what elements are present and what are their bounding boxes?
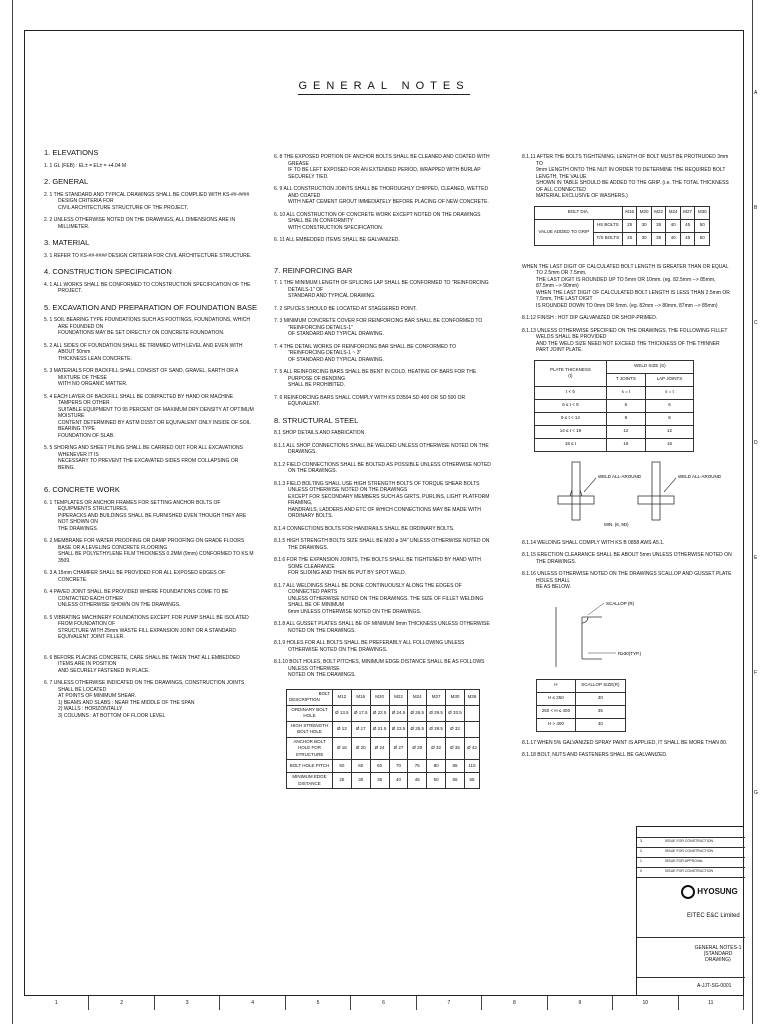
table-cell: 50 xyxy=(333,760,352,773)
note-item: 8.1 SHOP DETAILS AND FABRICATION xyxy=(274,430,365,436)
note-item: 8.1.16 UNLESS OTHERWISE NOTED ON THE DRAWINGS SCALLOP AND GUSSET PLATE HOLES SHALL BE AS BELOW. xyxy=(522,571,732,590)
table-cell: 40 xyxy=(666,232,681,245)
scallop-detail-drawing xyxy=(542,597,702,675)
note-item: 6. 11 ALL EMBEDDED ITEMS SHALL BE GALVANIZED. xyxy=(274,237,400,243)
weld-label: WELD ALL-AROUND xyxy=(678,473,722,479)
table-cell: s = t xyxy=(645,386,693,399)
scallop-label: R≥30(TYP.) xyxy=(618,650,642,656)
note-item: 7. 1 THE MINIMUM LENGTH OF SPLICING LAP SHALL BE CONFORMED TO "REINFORCING DETAILS-1" OF STANDARD AND TYPICAL DRAWING. xyxy=(274,280,489,299)
revision-text: ISSUE FOR CONSTRUCTION xyxy=(665,849,714,853)
weld-label: WELD ALL-AROUND xyxy=(598,473,642,479)
grid-col-label: 7 xyxy=(417,996,482,1010)
table-cell: Ø 24 xyxy=(370,737,389,760)
table-cell: Ø 13.5 xyxy=(333,705,352,721)
note-item: 2. 2 UNLESS OTHERWISE NOTED ON THE DRAWINGS, ALL DIMENSIONS ARE IN MILLIMETER. xyxy=(44,217,236,230)
table-cell: 35 xyxy=(575,705,625,718)
note-item: 7. 6 REINFORCING BARS SHALL COMPLY WITH KS D3504 SD 400 OR SD 500 OR EQUIVALENT. xyxy=(274,394,466,407)
frame-line-right xyxy=(752,0,753,1024)
table-cell: 35 xyxy=(651,219,666,232)
table-cell: 30 xyxy=(637,232,652,245)
table-cell: Ø 26.5 xyxy=(408,705,427,721)
table-cell: 35 xyxy=(370,773,389,789)
section-heading: 3. MATERIAL xyxy=(44,238,90,247)
table-row xyxy=(537,692,626,705)
frame-line-left xyxy=(12,0,13,1024)
grid-col-label: 8 xyxy=(482,996,547,1010)
table-row xyxy=(287,760,480,773)
table-cell: Ø 28.5 xyxy=(427,721,446,737)
revision-table xyxy=(637,827,745,879)
note-item: 6. 9 ALL CONSTRUCTION JOINTS SHALL BE THOROUGHLY CHIPPED, CLEANED, WETTED AND COATED WITH NEAT CEMENT GROUT IMMEDIATELY BEFORE PLACING OF NEW CONCRETE. xyxy=(274,186,489,205)
title-block xyxy=(636,826,744,996)
table-row xyxy=(287,773,480,789)
table-cell: 70 xyxy=(389,760,408,773)
table-row xyxy=(287,705,480,721)
table-cell: 8 xyxy=(606,412,645,425)
weld-size-table xyxy=(534,360,694,452)
table-cell: Ø 13 xyxy=(333,721,352,737)
table-cell: Ø 42 xyxy=(464,737,479,760)
row-label: ANCHOR BOLT HOLE FOR STRUCTURE xyxy=(287,737,333,760)
note-item: 8.1.7 ALL WELDINGS SHALL BE DONE CONTINUOUSLY ALONG THE EDGES OF CONNECTED PARTS UNLESS OTHERWISE NOTED ON THE DRAWINGS. THE SIZE OF FILLET WELDING SHALL BE OF MINIMUM 6mm UNLESS OTHERWISE NOTED ON THE DRAWINGS. xyxy=(274,582,484,615)
table-cell: T/S BOLTS xyxy=(593,232,622,245)
note-item: 6. 7 UNLESS OTHERWISE INDICATED ON THE DRAWINGS, CONSTRUCTION JOINTS SHALL BE LOCATED AT POINTS OF MINIMUM SHEAR. 1) BEAMS AND SLABS : NEAR THE MIDDLE OF THE SPAN 2) WALLS : HORIZONTALLY 3) COLUMNS : AT BOTTOM OF FLOOR LEVEL xyxy=(44,680,245,719)
table-cell: 50 xyxy=(695,232,710,245)
weld-detail-drawing xyxy=(534,456,734,530)
weld-min-label: MIN. (6, 9D) xyxy=(604,521,629,527)
grid-col-label: 10 xyxy=(613,996,678,1010)
table-cell: Ø 24.5 xyxy=(389,705,408,721)
table-cell: Ø 23.5 xyxy=(389,721,408,737)
table-cell: Ø 35 xyxy=(446,737,465,760)
table-cell: 75 xyxy=(408,760,427,773)
table-header: M24 xyxy=(666,206,681,219)
bolt-hole-table xyxy=(286,689,480,790)
table-cell: Ø 29.5 xyxy=(427,705,446,721)
grid-col-label: 4 xyxy=(220,996,285,1010)
table-cell: Ø 21.5 xyxy=(370,721,389,737)
note-item: 7. 5 ALL REINFORCING BARS SHALL BE BENT IN COLD. HEATING OF BARS FOR THE PURPOSE OF BENDING SHALL BE PROHIBITED. xyxy=(274,369,477,388)
table-header: SCALLOP SIZE(R) xyxy=(575,679,625,692)
table-cell: H ≤ 250 xyxy=(537,692,576,705)
revision-text: ISSUE FOR APPROVAL xyxy=(665,859,704,863)
table-cell: 25 xyxy=(622,232,637,245)
row-label: BOLT HOLE PITCH xyxy=(287,760,333,773)
grid-col-label: 11 xyxy=(679,996,744,1010)
section-heading: 6. CONCRETE WORK xyxy=(44,485,120,494)
table-cell: 25 xyxy=(333,773,352,789)
notes-column-middle xyxy=(274,154,494,789)
note-item: 8.1.12 FINISH : HOT DIP GALVANIZED OR SHOP-PRIMED. xyxy=(522,315,658,321)
note-item: 8.1.1 ALL SHOP CONNECTIONS SHALL BE WELDED UNLESS OTHERWISE NOTED ON THE DRAWINGS. xyxy=(274,442,489,455)
table-cell: 19 ≤ t xyxy=(535,438,607,451)
revision-no: 0 xyxy=(640,869,642,873)
grid-col-label: 3 xyxy=(155,996,220,1010)
table-cell: 45 xyxy=(408,773,427,789)
note-item: 6. 2 MEMBRANE FOR WATER PROOFING OR DAMP PROOFING ON GRADE FLOORS BASE OR A LEVELING CONCRETE FLOORING SHALL BE POLYETHYLENE FILM THICKNESS 0.2MM (9mm) CONFORMED TO KS M 3509. xyxy=(44,538,254,564)
table-cell: Ø 29 xyxy=(408,737,427,760)
note-item: 8.1.4 CONNECTIONS BOLTS FOR HANDRAILS SHALL BE ORDINARY BOLTS. xyxy=(274,525,455,532)
table-row xyxy=(535,399,694,412)
drawing-title: GENERAL NOTES-1 (STANDARD DRAWING) xyxy=(694,945,742,963)
note-item: 8.1.2 FIELD CONNECTIONS SHALL BE BOLTED AS POSSIBLE UNLESS OTHERWISE NOTED ON THE DRAWINGS. xyxy=(274,461,491,474)
note-item: 2. 1 THE STANDARD AND TYPICAL DRAWINGS SHALL BE COMPLIED WITH KS-##-#### DESIGN CRITERIA FOR CIVIL ARCHITECTURE STRUCTURE OF THE PROJECT. xyxy=(44,191,250,211)
note-item: 8.1.9 HOLES FOR ALL BOLTS SHALL BE PREFERABLY ALL FOLLOWING UNLESS OTHERWISE NOTED ON THE DRAWINGS. xyxy=(274,640,465,653)
grid-row-label: B xyxy=(754,205,758,211)
table-cell: 40 xyxy=(575,718,625,731)
section-heading: 5. EXCAVATION AND PREPARATION OF FOUNDATION BASE xyxy=(44,302,257,312)
table-cell: Ø 32 xyxy=(446,721,465,737)
table-header: M16 xyxy=(622,206,637,219)
section-heading: 1. ELEVATIONS xyxy=(44,148,99,157)
section-heading: 7. REINFORCING BAR xyxy=(274,265,353,275)
drawing-number: A-JJT-SG-0001 xyxy=(697,983,732,989)
bolt-col-header: M22 xyxy=(389,689,408,705)
row-label: VALUE ADDED TO GRIP xyxy=(535,219,594,245)
table-cell: Ø 25.5 xyxy=(408,721,427,737)
table-cell xyxy=(464,705,479,721)
note-item: 3. 1 REFER TO KS-##-#### DESIGN CRITERIA FOR CIVIL ARCHITECTURE STRUCTURE. xyxy=(44,252,252,259)
note-item: 8.1.15 ERECTION CLEARANCE SHALL BE ABOUT 5mm UNLESS OTHERWISE NOTED ON THE DRAWINGS. xyxy=(522,552,732,565)
note-item: 8.1.3 FIELD BOLTING SHALL USE HIGH STRENGTH BOLTS OF TORQUE SHEAR BOLTS UNLESS OTHERWISE NOTED ON THE DRAWINGS EXCEPT FOR SECONDARY MEMBERS SUCH AS GIRTS, PURLINS, LIGHT PLATFORM FRAMING, HANDRAILS, LADDERS AND ETC OF WHICH CONNECTIONS MAY BE MADE WITH ORDINARY BOLTS. xyxy=(274,480,490,519)
note-item: 8.1.14 WELDING SHALL COMPLY WITH KS B 0858 AWS A5.1. xyxy=(522,539,665,546)
notes-column-left xyxy=(44,148,257,729)
table-cell: Ø 16 xyxy=(333,737,352,760)
revision-no: 1 xyxy=(640,859,642,863)
bolt-col-header: M27 xyxy=(427,689,446,705)
grid-row-label: C xyxy=(754,320,758,326)
bolt-col-header: M24 xyxy=(408,689,427,705)
table-cell: Ø 20 xyxy=(351,737,370,760)
table-cell: 35 xyxy=(651,232,666,245)
bolt-col-header: M36 xyxy=(464,689,479,705)
table-cell: 9 ≤ t < 14 xyxy=(535,412,607,425)
note-item: 6. 8 THE EXPOSED PORTION OF ANCHOR BOLTS SHALL BE CLEANED AND COATED WITH GREASE IF TO BE LEFT EXPOSED FOR AN EXTENDED PERIOD, WRAPPED WITH BURLAP SECURELY TIED. xyxy=(274,154,490,180)
grid-reference-columns xyxy=(24,996,744,1010)
hyosung-logo-icon xyxy=(681,885,695,899)
table-cell: H > 400 xyxy=(537,718,576,731)
table-row xyxy=(535,425,694,438)
grid-row-label: D xyxy=(754,440,758,446)
note-item: 1. 1 GL (FEB) : EL± = EL± = +4.04 M xyxy=(44,162,127,169)
section-heading: 8. STRUCTURAL STEEL xyxy=(274,415,359,425)
note-item: 5. 1 SOIL BEARING TYPE FOUNDATIONS SUCH AS FOOTINGS, FOUNDATIONS, WHICH ARE FOUNDED ON FOUNDATIONS MAY BE SET DIRECTLY ON CONCRETE FOUNDATION. xyxy=(44,317,250,336)
partner-logo: EITEC E&C Limited xyxy=(687,913,740,919)
table-row xyxy=(535,219,710,232)
table-cell: 250 < H ≤ 400 xyxy=(537,705,576,718)
table-cell: 8 xyxy=(645,412,693,425)
page-title: GENERAL NOTES xyxy=(0,80,768,92)
table-cell: 60 xyxy=(351,760,370,773)
grid-col-label: 1 xyxy=(24,996,89,1010)
table-cell: 40 xyxy=(666,219,681,232)
row-label: ORDINARY BOLT HOLE xyxy=(287,705,333,721)
table-header: BOLT DIA. xyxy=(535,206,623,219)
table-cell: Ø 27 xyxy=(389,737,408,760)
table-cell: 25 xyxy=(622,219,637,232)
note-item: 6. 1 TEMPLATES OR ANCHOR FRAMES FOR SETTING ANCHOR BOLTS OF EQUIPMENTS STRUCTURES, PIPERACKS AND BUILDINGS SHALL BE FURNISHED EVEN THOUGH THEY ARE NOT SHOWN ON THE DRAWINGS. xyxy=(44,499,247,532)
note-item: 4. 1 ALL WORKS SHALL BE CONFORMED TO CONSTRUCTION SPECIFICATION OF THE PROJECT. xyxy=(44,281,251,294)
table-cell: 14 ≤ t < 19 xyxy=(535,425,607,438)
grid-row-label: A xyxy=(754,90,758,96)
grid-row-label: E xyxy=(754,555,758,561)
table-row xyxy=(535,438,694,451)
table-row xyxy=(537,718,626,731)
table-cell: 55 xyxy=(446,773,465,789)
table-cell: Ø 17 xyxy=(351,721,370,737)
grid-col-label: 6 xyxy=(351,996,416,1010)
note-item: 8.1.10 BOLT HOLES, BOLT PITCHES, MINIMUM EDGE DISTANCE SHALL BE AS FOLLOWS UNLESS OTHERWISE NOTED ON THE DRAWINGS. xyxy=(274,659,485,678)
table-cell: 30 xyxy=(351,773,370,789)
table-header: M27 xyxy=(680,206,695,219)
table-header: PLATE THICKNESS (t) xyxy=(535,360,607,386)
table-header: M22 xyxy=(651,206,666,219)
bolt-table-corner: BOLT DESCRIPTION xyxy=(287,689,333,705)
note-item: 8.1.6 FOR THE EXPANSION JOINTS, THE BOLTS SHALL BE TIGHTENED BY HAND WITH SOME CLEARANCE FOR SLIDING AND THEN BE PUT BY SPOT WELD. xyxy=(274,557,481,576)
table-cell: Ø 22.5 xyxy=(370,705,389,721)
table-cell: 110 xyxy=(464,760,479,773)
note-item: 7. 3 MINIMUM CONCRETE COVER FOR REINFORCING BAR SHALL BE CONFORMED TO "REINFORCING DETAILS-1" OF STANDARD AND TYPICAL DRAWING. xyxy=(274,318,483,337)
note-item: 6. 6 BEFORE PLACING CONCRETE, CARE SHALL BE TAKEN THAT ALL EMBEDDED ITEMS ARE IN POSITION AND SECURELY FASTENED IN PLACE. xyxy=(44,654,240,674)
table-cell: 30 xyxy=(637,219,652,232)
table-cell: 16 xyxy=(606,438,645,451)
note-item: 7. 2 SPLICES SHOULD BE LOCATED AT STAGGERED POINT. xyxy=(274,305,417,312)
note-item: 8.1.8 ALL GUSSET PLATES SHALL BE OF MINIMUM 9mm THICKNESS UNLESS OTHERWISE NOTED ON THE DRAWINGS. xyxy=(274,621,490,634)
grid-col-label: 2 xyxy=(89,996,154,1010)
table-cell: 6 ≤ t < 9 xyxy=(535,399,607,412)
table-cell: 45 xyxy=(680,232,695,245)
revision-no: 2 xyxy=(640,849,642,853)
table-cell: 45 xyxy=(680,219,695,232)
revision-text: ISSUE FOR CONSTRUCTION xyxy=(665,839,714,843)
table-header: M30 xyxy=(695,206,710,219)
table-header: T JOINTS xyxy=(606,373,645,386)
scallop-table xyxy=(536,679,626,732)
note-item: 6. 10 ALL CONSTRUCTION OF CONCRETE WORK EXCEPT NOTED ON THE DRAWINGS SHALL BE IN CONFORMITY WITH CONSTRUCTION SPECIFICATION. xyxy=(274,211,481,231)
bolt-col-header: M20 xyxy=(370,689,389,705)
scallop-label: SCALLOP (R) xyxy=(606,600,635,606)
revision-no: 3 xyxy=(640,839,642,843)
table-cell: 6 xyxy=(606,399,645,412)
table-cell: 6 xyxy=(645,399,693,412)
table-header: LAP JOINTS xyxy=(645,373,693,386)
note-item: 6. 3 A 15mm CHAMFER SHALL BE PROVIDED FOR ALL EXPOSED EDGES OF CONCRETE. xyxy=(44,570,226,583)
bolt-col-header: M12 xyxy=(333,689,352,705)
section-heading: 2. GENERAL xyxy=(44,177,89,186)
table-cell: 30 xyxy=(575,692,625,705)
table-cell: Ø 33.5 xyxy=(446,705,465,721)
grid-col-label: 5 xyxy=(286,996,351,1010)
table-cell: 40 xyxy=(389,773,408,789)
table-cell: 16 xyxy=(645,438,693,451)
row-label: HIGH STRENGTH BOLT HOLE xyxy=(287,721,333,737)
note-item: 6. 5 VIBRATING MACHINERY FOUNDATIONS EXCEPT FOR PUMP SHALL BE ISOLATED FROM FOUNDATION OF STRUCTURE WITH 25mm WASTE FILL EXPANSION JOINT OR A STANDARD EQUIVALENT JOINT FILLER. xyxy=(44,614,249,640)
table-header: M20 xyxy=(637,206,652,219)
note-item: 7. 4 THE DETAIL WORKS OF REINFORCING BAR SHALL BE CONFORMED TO "REINFORCING DETAILS-1 ~ 3" OF STANDARD AND TYPICAL DRAWING. xyxy=(274,343,457,363)
table-row xyxy=(287,721,480,737)
company-logo: HYOSUNG xyxy=(681,885,743,903)
grid-col-label: 9 xyxy=(548,996,613,1010)
table-cell: 80 xyxy=(427,760,446,773)
table-cell: 12 xyxy=(606,425,645,438)
table-header: WELD SIZE (S) xyxy=(606,360,693,373)
note-item: 5. 3 MATERIALS FOR BACKFILL SHALL CONSIST OF SAND, GRAVEL, EARTH OR A MIXTURE OF THESE WITH NO ORGANIC MATTER. xyxy=(44,368,239,387)
table-cell: 50 xyxy=(427,773,446,789)
grid-row-label: G xyxy=(754,790,758,796)
note-item: 6. 4 PAVED JOINT SHALL BE PROVIDED WHERE FOUNDATIONS COME TO BE CONTACTED EACH OTHER UNLESS OTHERWISE SHOWN ON THE DRAWINGS. xyxy=(44,589,229,608)
table-row xyxy=(537,705,626,718)
table-row xyxy=(535,412,694,425)
table-header: H xyxy=(537,679,576,692)
note-item: 5. 4 EACH LAYER OF BACKFILL SHALL BE COMPACTED BY HAND OR MACHINE TAMPERS OR OTHER SUITABLE EQUIPMENT TO 95 PERCENT OF MAXIMUM DRY DENSITY AT OPTIMUM MOISTURE CONTENT DETERMINED BY ASTM D1557 OR EQUIVALENT ONLY INSIDE OF SOIL BEARING TYPE FOUNDATION OF SLAB. xyxy=(44,393,254,439)
note-item: 8.1.18 BOLT, NUTS AND FASTENERS SHALL BE GALVANIZED. xyxy=(522,752,668,758)
section-heading: 4. CONSTRUCTION SPECIFICATION xyxy=(44,267,172,276)
table-cell: Ø 17.5 xyxy=(351,705,370,721)
table-cell: 65 xyxy=(464,773,479,789)
note-item: 8.1.13 UNLESS OTHERWISE SPECIFIED ON THE DRAWINGS, THE FOLLOWING FILLET WELDS SHALL BE PROVIDED AND THE WELD SIZE NEED NOT EXCEED THE THICKNESS OF THE THINNER PART JOINT PLATE. xyxy=(522,327,728,353)
note-item: 8.1.11 AFTER THE BOLTS TIGHTENING, LENGTH OF BOLT MUST BE PROTRUDED 3mm TO 9mm LENGTH ONTO THE NUT IN ORDER TO DETERMINE THE REQUIRED BOLT LENGTH, THE VALUE SHOWN IN TABLE SHOULD BE ADDED TO THE GRIP. (i.e. THE TOTAL THICKNESS OF ALL CONNECTED MATERIAL EXCLUSIVE OF WASHERS.) xyxy=(522,154,729,199)
bolt-col-header: M16 xyxy=(351,689,370,705)
table-row xyxy=(287,737,480,760)
note-item: 8.1.17 WHEN 5% GALVANIZED SPRAY PAINT IS APPLIED, IT SHALL BE MORE THAN 80. xyxy=(522,739,728,746)
grid-row-label: F xyxy=(754,670,758,676)
note-item: WHEN THE LAST DIGIT OF CALCULATED BOLT LENGTH IS GREATER THAN OR EQUAL TO 2.5mm OR 7.5mm, THE LAST DIGIT IS ROUNDED UP TO 5mm OR 10mm. (eg. 82.5mm --> 85mm, 87.5mm --> 90mm) WHEN THE LAST DIGIT OF CALCULATED BOLT LENGTH IS LESS THAN 2.5mm OR 7.5mm, THE LAST DIGIT IS ROUNDED DOWN TO 0mm OR 5mm. (eg. 82mm --> 80mm, 87mm --> 85mm) xyxy=(522,263,730,309)
revision-text: ISSUE FOR CONSTRUCTION xyxy=(665,869,714,873)
table-cell: 60 xyxy=(370,760,389,773)
note-item: 5. 5 SHORING AND SHEET PILING SHALL BE CARRIED OUT FOR ALL EXCAVATIONS WHENEVER IT IS NECESSARY TO PREVENT THE EXCAVATED SIDES FROM COLLAPSING OR BEING. xyxy=(44,445,243,471)
table-cell: 12 xyxy=(645,425,693,438)
table-cell: 85 xyxy=(446,760,465,773)
table-cell: HS BOLTS xyxy=(593,219,622,232)
table-cell: s = t xyxy=(606,386,645,399)
table-cell: Ø 32 xyxy=(427,737,446,760)
grip-table xyxy=(534,206,710,246)
table-cell: 50 xyxy=(695,219,710,232)
table-cell xyxy=(464,721,479,737)
bolt-col-header: M30 xyxy=(446,689,465,705)
table-row xyxy=(535,386,694,399)
notes-column-right xyxy=(522,154,732,765)
note-item: 5. 2 ALL SIDES OF FOUNDATION SHALL BE TRIMMED WITH LEVEL AND EVEN WITH ABOUT 50mm THICKNESS LEAN CONCRETE. xyxy=(44,342,243,362)
table-cell: t < 6 xyxy=(535,386,607,399)
row-label: MINIMUM EDGE DISTANCE xyxy=(287,773,333,789)
note-item: 8.1.5 HIGH STRENGTH BOLTS SIZE SHALL BE M20 ø 3/4" UNLESS OTHERWISE NOTED ON THE DRAWINGS. xyxy=(274,538,490,551)
